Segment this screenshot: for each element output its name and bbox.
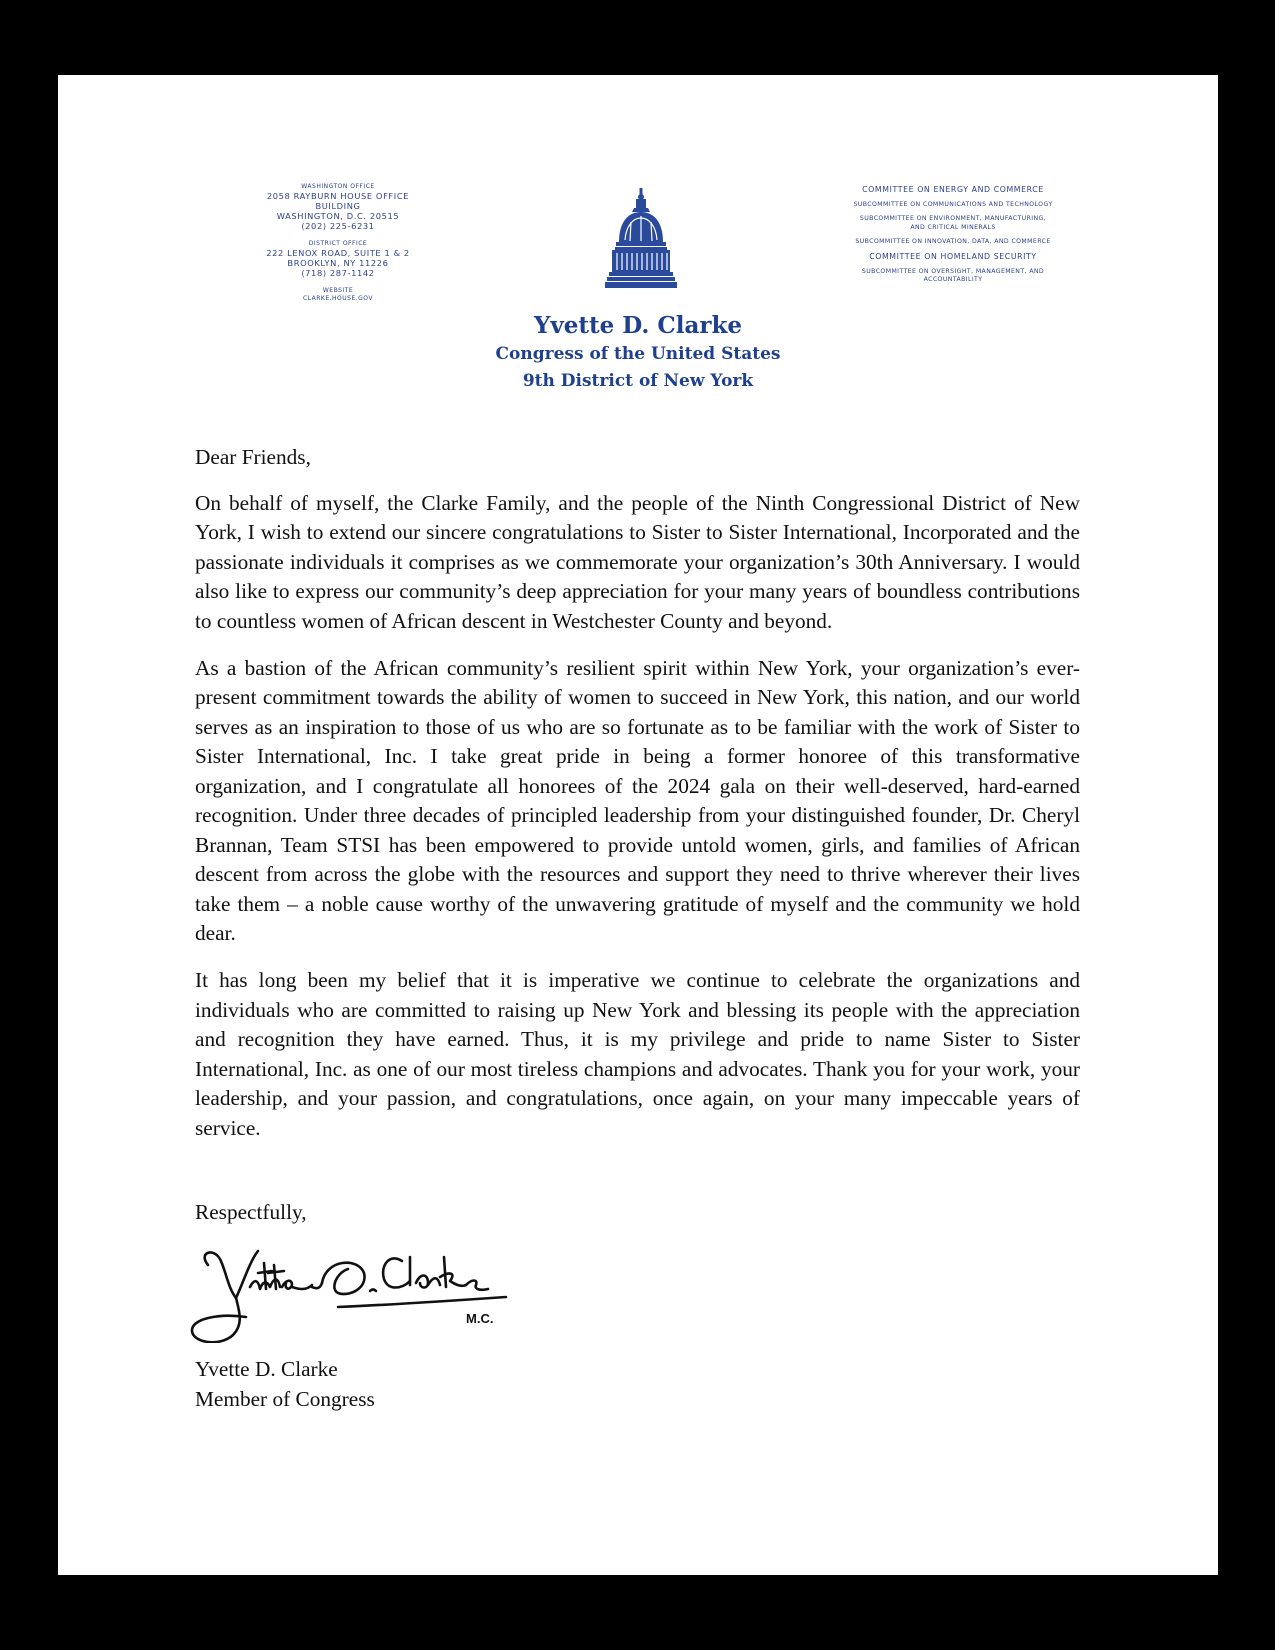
subcommittee-name: SUBCOMMITTEE ON OVERSIGHT, MANAGEMENT, AND ACCOUNTABILITY <box>861 268 1045 284</box>
district-address-line: BROOKLYN, NY 11226 <box>287 258 389 268</box>
district-address-line: 222 LENOX ROAD, SUITE 1 & 2 <box>266 248 410 258</box>
website-label: WEBSITE <box>322 287 354 294</box>
district-subtitle: 9th District of New York <box>522 371 754 391</box>
washington-office-label: WASHINGTON OFFICE <box>301 183 375 190</box>
washington-address-line: WASHINGTON, D.C. 20515 <box>276 211 400 221</box>
letter-page <box>58 75 1218 1575</box>
district-office-label: DISTRICT OFFICE <box>308 240 368 247</box>
letter-body <box>195 443 1080 1161</box>
body-paragraph: It has long been my belief that it is imperative we continue to celebrate the organizations and individuals who are committed to raising up New York and blessing its people with the appreciation and recognition they have earned. Thus, it is my privilege and pride to name Sister to Sister International, Inc. as one of our most tireless champions and advocates. Thank you for your work, your leadership, and your passion, and congratulations, once again, on your many impeccable years of service. <box>195 968 1080 1140</box>
body-paragraph: On behalf of myself, the Clarke Family, and the people of the Ninth Congressional District of New York, I wish to extend our sincere congratulations to Sister to Sister International, Incorporated and the passionate individuals it comprises as we commemorate your organization’s 30th Anniversary. I would also like to express our community’s deep appreciation for your many years of boundless contributions to countless women of African descent in Westchester County and beyond. <box>195 490 1080 633</box>
signature-suffix: M.C. <box>466 1311 494 1326</box>
signer-title: Member of Congress <box>195 1387 375 1411</box>
letterhead-title <box>438 311 838 394</box>
committee-name: COMMITTEE ON HOMELAND SECURITY <box>869 252 1037 262</box>
washington-phone: (202) 225-6231 <box>301 221 375 231</box>
handwritten-signature <box>188 1243 508 1343</box>
congress-subtitle: Congress of the United States <box>495 344 781 364</box>
capitol-dome-icon <box>605 188 677 290</box>
district-phone: (718) 287-1142 <box>301 268 375 278</box>
committee-list <box>853 185 1053 291</box>
office-addresses <box>243 183 433 303</box>
subcommittee-name: SUBCOMMITTEE ON ENVIRONMENT, MANUFACTURING, AND CRITICAL MINERALS <box>859 215 1047 231</box>
closing: Respectfully, <box>195 1200 307 1224</box>
body-paragraph: As a bastion of the African community’s resilient spirit within New York, your organization’s ever-present commitment towards the ability of women to succeed in New York, this nation, and our world serves as an inspiration to those of us who are so fortunate as to be familiar with the work of Sister to Sister International, Inc. I take great pride in being a former honoree of this transformative organization, and I congratulate all honorees of the 2024 gala on their well-deserved, hard-earned recognition. Under three decades of principled leadership from your distinguished founder, Dr. Cheryl Brannan, Team STSI has been empowered to provide untold women, girls, and families of African descent from across the globe with the resources and support they need to thrive wherever their lives take them – a noble cause worthy of the unwavering gratitude of myself and the community we hold dear. <box>195 655 1080 945</box>
washington-address-line: 2058 RAYBURN HOUSE OFFICE BUILDING <box>266 191 410 211</box>
subcommittee-name: SUBCOMMITTEE ON COMMUNICATIONS AND TECHNOLOGY <box>853 201 1053 208</box>
signer-name: Yvette D. Clarke <box>195 1357 338 1381</box>
greeting: Dear Friends, <box>195 445 311 469</box>
subcommittee-name: SUBCOMMITTEE ON INNOVATION, DATA, AND COMMERCE <box>855 237 1051 245</box>
committee-name: COMMITTEE ON ENERGY AND COMMERCE <box>862 185 1044 194</box>
signoff-block <box>195 1354 375 1414</box>
website-url: CLARKE.HOUSE.GOV <box>302 295 374 302</box>
member-name-heading: Yvette D. Clarke <box>533 312 743 339</box>
